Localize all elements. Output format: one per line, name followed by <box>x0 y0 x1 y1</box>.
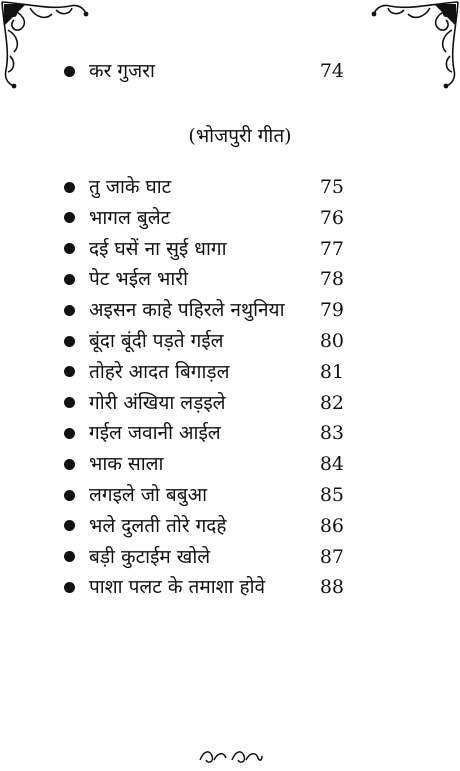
toc-entry <box>64 482 344 508</box>
toc-entry-title: पाशा पलट के तमाशा होवे <box>89 576 266 599</box>
bullet-icon <box>64 212 75 223</box>
toc-entry-title: लगइले जो बबुआ <box>89 484 208 506</box>
toc-entry <box>64 544 344 570</box>
bullet-icon <box>64 366 75 377</box>
toc-entry-page: 87 <box>319 545 344 568</box>
toc-entry <box>64 574 344 600</box>
bullet-icon <box>64 274 75 285</box>
toc-entry-page: 79 <box>319 299 344 322</box>
bullet-icon <box>64 520 75 531</box>
toc-entry-page: 84 <box>319 453 344 476</box>
toc-entry-page: 80 <box>319 330 344 352</box>
toc-entry-page: 81 <box>319 360 344 383</box>
toc-entry-page: 76 <box>319 206 344 229</box>
toc-entry-title: अइसन काहे पहिरले नथुनिया <box>89 299 285 322</box>
toc-entry-page: 82 <box>319 391 344 414</box>
toc-entry-title: कर गुजरा <box>89 60 155 82</box>
toc-entry-page: 88 <box>319 576 344 599</box>
bullet-icon <box>64 428 75 439</box>
toc-entry-title: भाक साला <box>89 453 164 476</box>
toc-entry-title: बूंदा बूंदी पड़ते गईल <box>89 330 224 352</box>
toc-entry-title: तोहरे आदत बिगाड़ल <box>89 360 230 383</box>
toc-entry-page: 75 <box>319 176 344 198</box>
toc-entry <box>64 58 344 84</box>
toc-entry-title: दई घसें ना सुई धागा <box>89 237 227 260</box>
bullet-icon <box>64 397 75 408</box>
toc-entry-page: 77 <box>319 237 344 260</box>
section-heading: (भोजपुरी गीत) <box>188 125 292 147</box>
bullet-icon <box>64 66 75 77</box>
bullet-icon <box>64 336 75 347</box>
bullet-icon <box>64 243 75 254</box>
toc-entry <box>64 420 344 446</box>
toc-entry-title: भागल बुलेट <box>89 206 171 229</box>
bullet-icon <box>64 459 75 470</box>
bullet-icon <box>64 551 75 562</box>
toc-entry <box>64 174 344 200</box>
toc-entry-page: 74 <box>319 60 344 82</box>
toc-entry <box>64 236 344 262</box>
toc-entry <box>64 297 344 323</box>
toc-entry <box>64 266 344 292</box>
toc-entry <box>64 513 344 539</box>
toc-entry-title: बड़ी कुटाईम खोले <box>89 545 211 568</box>
toc-entry-title: भले दुलती तोरे गदहे <box>89 514 227 537</box>
toc-entry-page: 86 <box>319 514 344 537</box>
corner-ornament-right-icon <box>368 0 460 96</box>
toc-entry-page: 83 <box>319 422 344 445</box>
toc-entry <box>64 451 344 477</box>
toc-entry-page: 78 <box>319 268 344 291</box>
toc-entry-title: गईल जवानी आईल <box>89 422 221 445</box>
toc-entry <box>64 359 344 385</box>
toc-entry <box>64 390 344 416</box>
toc-entry-page: 85 <box>319 484 344 506</box>
toc-entry <box>64 328 344 354</box>
bullet-icon <box>64 582 75 593</box>
toc-entry-title: पेट भईल भारी <box>89 268 188 291</box>
bullet-icon <box>64 305 75 316</box>
toc-entry-title: तु जाके घाट <box>89 176 172 198</box>
toc-entry <box>64 205 344 231</box>
bullet-icon <box>64 490 75 501</box>
bullet-icon <box>64 182 75 193</box>
footer-ornament-icon <box>196 748 266 766</box>
toc-entry-title: गोरी अंखिया लड़इले <box>89 391 226 414</box>
